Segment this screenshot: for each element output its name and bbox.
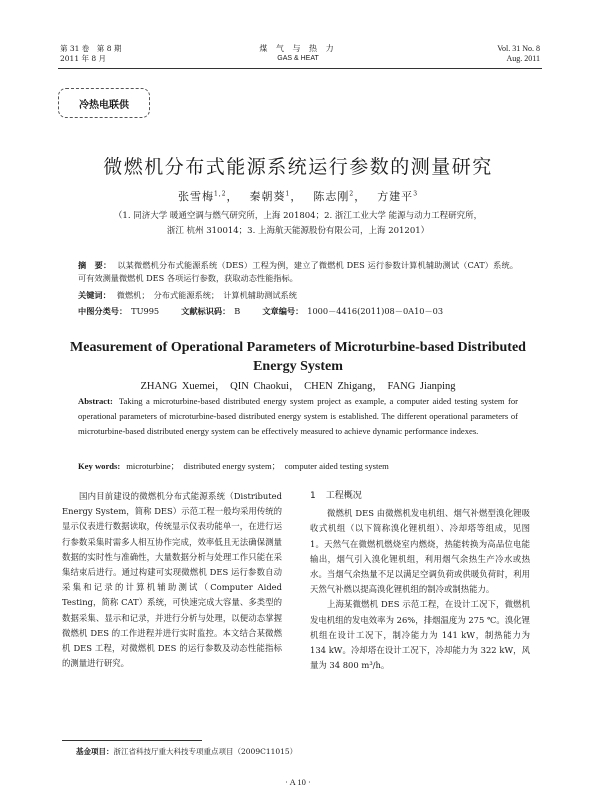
affiliation-line: （1. 同济大学 暖通空调与燃气研究所，上海 201804；2. 浙江工业大学 能源与动力工程研究所， xyxy=(113,211,483,221)
body-left-column xyxy=(62,489,282,671)
abstract-en xyxy=(78,394,518,439)
paper-title-zh: 微燃机分布式能源系统运行参数的测量研究 xyxy=(103,156,493,178)
article-number-label: 文章编号： xyxy=(262,306,304,316)
volume-issue: 第 31 卷 第 8 期 xyxy=(60,44,122,53)
issue-date-en: Aug. 2011 xyxy=(506,54,540,63)
funding-footnote xyxy=(76,746,297,757)
clc-label: 中图分类号： xyxy=(78,306,128,316)
author-name: 张雪梅 xyxy=(177,190,214,203)
journal-name-zh: 煤 气 与 热 力 xyxy=(259,44,337,53)
abstract-text: 以某微燃机分布式能源系统（DES）工程为例，建立了微燃机 DES 运行参数计算机辅助测试（CAT）系统。可有效测量微燃机 DES 各项运行参数，获取动态性能指标。 xyxy=(78,260,518,283)
abstract-en-label: Abstract: xyxy=(78,396,113,406)
body-paragraph: 上海某微燃机 DES 示范工程，在设计工况下，微燃机发电机组的发电效率为 26%，排烟温度为 275 ℃。溴化锂机组在设计工况下，制冷能力为 141 kW，制热能力为 134 kW。冷却塔在设计工况下，冷却能力为 322 kW，风量为 34 800 m³/h。 xyxy=(310,599,530,671)
author-affiliation-mark: 1,2 xyxy=(213,190,227,198)
doc-code-label: 文献标识码： xyxy=(181,306,231,316)
keywords-zh xyxy=(78,290,518,301)
footnote-rule xyxy=(62,740,202,741)
doc-code-value: B xyxy=(234,306,241,316)
intro-paragraph: 国内目前建设的微燃机分布式能源系统（Distributed Energy System，简称 DES）示范工程一般均采用传统的显示仪表进行数据读取，传统显示仪表功能单一，在进行运行参数采集时需多人相互协作完成，效率低且无法确保测量数据的实时性与准确性，大量数据分析与处理工作只能在采集结束后进行。通过构建可实现微燃机 DES 运行参数自动采集和记录的计算机辅助测试（Computer Aided Testing，简称 CAT）系统，可快速完成大容量、多类型的数据采集、显示和记录，并进行分析与处理，以便动态掌握微燃机 DES 的工作进程并进行实时监控。本文结合某微燃机 DES 工程，对微燃机 DES 的运行参数及动态性能指标的测量进行研究。 xyxy=(62,491,282,669)
body-right-column xyxy=(310,489,530,673)
keywords-en-label: Key words: xyxy=(78,461,121,471)
clc-value: TU995 xyxy=(131,306,160,316)
paper-title-en: Measurement of Operational Parameters of Microturbine-based Distributed Energy System xyxy=(70,340,526,374)
volume-issue-en: Vol. 31 No. 8 xyxy=(497,44,540,53)
affiliations-zh xyxy=(60,209,536,239)
body-paragraph: 微燃机 DES 由微燃机发电机组、烟气补燃型溴化锂吸收式机组（以下简称溴化锂机组）、冷却塔等组成，见图 1。天然气在微燃机燃烧室内燃烧，热能转换为高品位电能输出，烟气引入溴化锂机组，利用烟气余热生产冷水或热水。当烟气余热量不足以满足空调负荷或供暖负荷时，利用天然气补燃以提高溴化锂机组的制冷或制热能力。 xyxy=(310,508,530,595)
keywords-en-text: microturbine； distributed energy system； computer aided testing system xyxy=(126,461,389,471)
section-number: 1 xyxy=(310,491,316,501)
author-affiliation-mark: 1 xyxy=(285,190,291,198)
author-affiliation-mark: 2 xyxy=(349,190,355,198)
header-rule xyxy=(58,68,542,69)
keywords-label: 关键词： xyxy=(78,290,111,300)
author-name: 方建平 xyxy=(377,190,414,203)
page-number: · A 10 · xyxy=(285,777,311,787)
abstract-label: 摘 要： xyxy=(78,260,112,270)
keywords-text: 微燃机； 分布式能源系统； 计算机辅助测试系统 xyxy=(116,290,297,300)
author-name: 秦朝葵 xyxy=(249,190,286,203)
footnote-text: 浙江省科技厅重大科技专项重点项目（2009C11015） xyxy=(113,747,298,756)
authors-en: ZHANG Xuemei， QIN Chaokui， CHEN Zhigang， FANG Jianping xyxy=(140,381,456,392)
section-heading xyxy=(310,489,530,504)
authors-zh: 张雪梅$^{1,2}$， 秦朝葵$^1$， 陈志刚$^2$， 方建平$^3$ xyxy=(177,190,419,203)
abstract-en-text: Taking a microturbine-based distributed energy system project as example, a computer aided testing system for operational parameters of microturbine-based distributed energy system is established. The different operational parameters of microturbine-based distributed energy system can be effectively measured to achieve dynamic performance indexes. xyxy=(78,396,518,436)
author-affiliation-mark: 3 xyxy=(413,190,419,198)
section-title: 工程概况 xyxy=(325,491,362,501)
issue-date: 2011 年 8 月 xyxy=(60,54,107,63)
affiliation-line: 浙江 杭州 310014；3. 上海航天能源股份有限公司，上海 201201） xyxy=(166,226,430,236)
article-number-value: 1000－4416(2011)08－0A10－03 xyxy=(307,306,444,316)
footnote-label: 基金项目： xyxy=(76,747,114,756)
keywords-en xyxy=(78,460,518,472)
column-tag: 冷热电联供 xyxy=(58,88,150,118)
journal-name-en: GAS & HEAT xyxy=(277,55,319,62)
classification-codes xyxy=(78,306,518,317)
author-name: 陈志刚 xyxy=(313,190,350,203)
journal-volume-info-en xyxy=(497,44,540,64)
abstract-zh xyxy=(78,259,518,285)
